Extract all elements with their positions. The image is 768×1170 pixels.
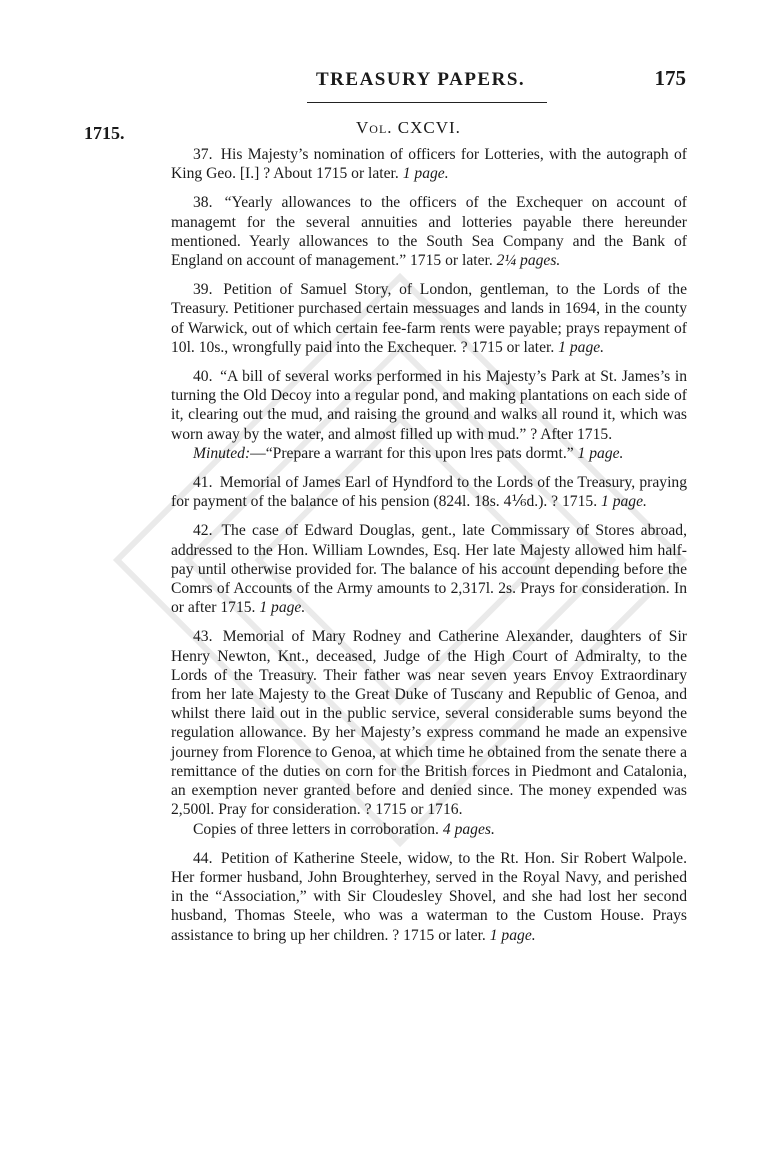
entry-number: 42. xyxy=(193,522,213,540)
entry-40 xyxy=(171,367,687,463)
entry-text: Memorial of James Earl of Hyndford to the Lords of the Treasury, praying for payment of the balance of his pension (824l. 18s. 4⅙d.). ? 1715. xyxy=(171,474,687,511)
entry-note-label: Minuted: xyxy=(193,444,251,462)
volume-title: Vol. CXCVI. xyxy=(356,118,461,137)
entry-pages: 1 page. xyxy=(259,599,306,617)
entry-41 xyxy=(171,473,687,511)
entry-note-text: —“Prepare a warrant for this upon lres pats dormt.” xyxy=(250,444,574,462)
entry-sub-text: Copies of three letters in corroboration. xyxy=(193,820,439,838)
entry-number: 38. xyxy=(193,194,213,212)
entry-pages: 1 page. xyxy=(402,165,449,183)
entry-42 xyxy=(171,521,687,617)
entry-38 xyxy=(171,193,687,270)
entry-number: 37. xyxy=(193,146,213,163)
entry-number: 39. xyxy=(193,281,213,299)
entry-pages: 2¼ pages. xyxy=(496,252,561,270)
entry-number: 44. xyxy=(193,849,213,867)
header-rule xyxy=(307,102,547,103)
entry-pages: 1 page. xyxy=(601,493,647,511)
entry-pages: 1 page. xyxy=(489,926,536,944)
entry-pages: 1 page. xyxy=(577,444,624,462)
entry-pages: 4 pages. xyxy=(442,820,495,838)
entry-text: Petition of Samuel Story, of London, gentleman, to the Lords of the Treasury. Petitioner purchased certain messuages and lands in 1694, in the county of Warwick, out of which certain fee-farm rents were payable; prays repayment of 10l. 10s., wrongfully paid into the Exchequer. ? 1715 or later. xyxy=(171,281,688,356)
entry-text: Petition of Katherine Steele, widow, to the Rt. Hon. Sir Robert Walpole. Her former husband, John Broughterhey, served in the Royal Navy, and perished in the “Association,” with Sir Cloudesley Shovel, and she had lost her second husband, Thomas Steele, who was a waterman to the Custom House. Prays assistance to bring up her children. ? 1715 or later. xyxy=(171,849,687,944)
entry-pages: 1 page. xyxy=(558,338,605,356)
running-head: TREASURY PAPERS. xyxy=(316,69,526,90)
margin-year: 1715. xyxy=(84,123,125,143)
entry-text: “A bill of several works performed in his Majesty’s Park at St. James’s in turning the Old Decoy into a regular pond, and making plantations on each side of it, clearing out the mud, and raising the ground and walks all round it, which was worn away by the water, and almost filled up with mud.” ? After 1715. xyxy=(171,368,688,443)
page-number: 175 xyxy=(654,66,686,90)
entry-number: 40. xyxy=(193,368,213,386)
entry-39 xyxy=(171,280,687,357)
entry-43 xyxy=(171,627,687,838)
entry-text: The case of Edward Douglas, gent., late Commissary of Stores abroad, addressed to the Hon. William Lowndes, Esq. Her late Majesty allowed him half-pay until otherwise provided for. The balance of his account depending before the Comrs of Accounts of the Army amounts to 2,317l. 2s. Prays for consideration. In or after 1715. xyxy=(171,522,687,617)
entry-37 xyxy=(171,145,687,183)
entry-text: Memorial of Mary Rodney and Catherine Alexander, daughters of Sir Henry Newton, Knt., deceased, Judge of the High Court of Admiralty, to the Lords of the Treasury. Their father was near seven years Envoy Extraordinary from her late Majesty to the Great Duke of Tuscany and Republic of Genoa, and whilst there laid out in the public service, several considerable sums beyond the regulation allowance. By her Majesty’s express command he made an expensive journey from Florence to Genoa, at which time he obtained from the senate there a remittance of the duties on corn for the British forces in Piedmont and Catalonia, an exemption never granted before and denied since. The money expended was 2,500l. Pray for consideration. ? 1715 or 1716. xyxy=(171,628,687,819)
entry-number: 41. xyxy=(193,474,213,492)
entry-text: “Yearly allowances to the officers of the Exchequer on account of managemt for the several annuities and lotteries payable there hereunder mentioned. Yearly allowances to the South Sea Company and the Bank of England on account of management.” 1715 or later. xyxy=(171,194,687,270)
entry-number: 43. xyxy=(193,628,213,646)
entry-44 xyxy=(171,849,687,945)
entry-list xyxy=(171,145,687,955)
entry-text: His Majesty’s nomination of officers for Lotteries, with the autograph of King Geo. [I.] ? About 1715 or later. xyxy=(171,146,687,183)
page-header xyxy=(316,66,686,91)
